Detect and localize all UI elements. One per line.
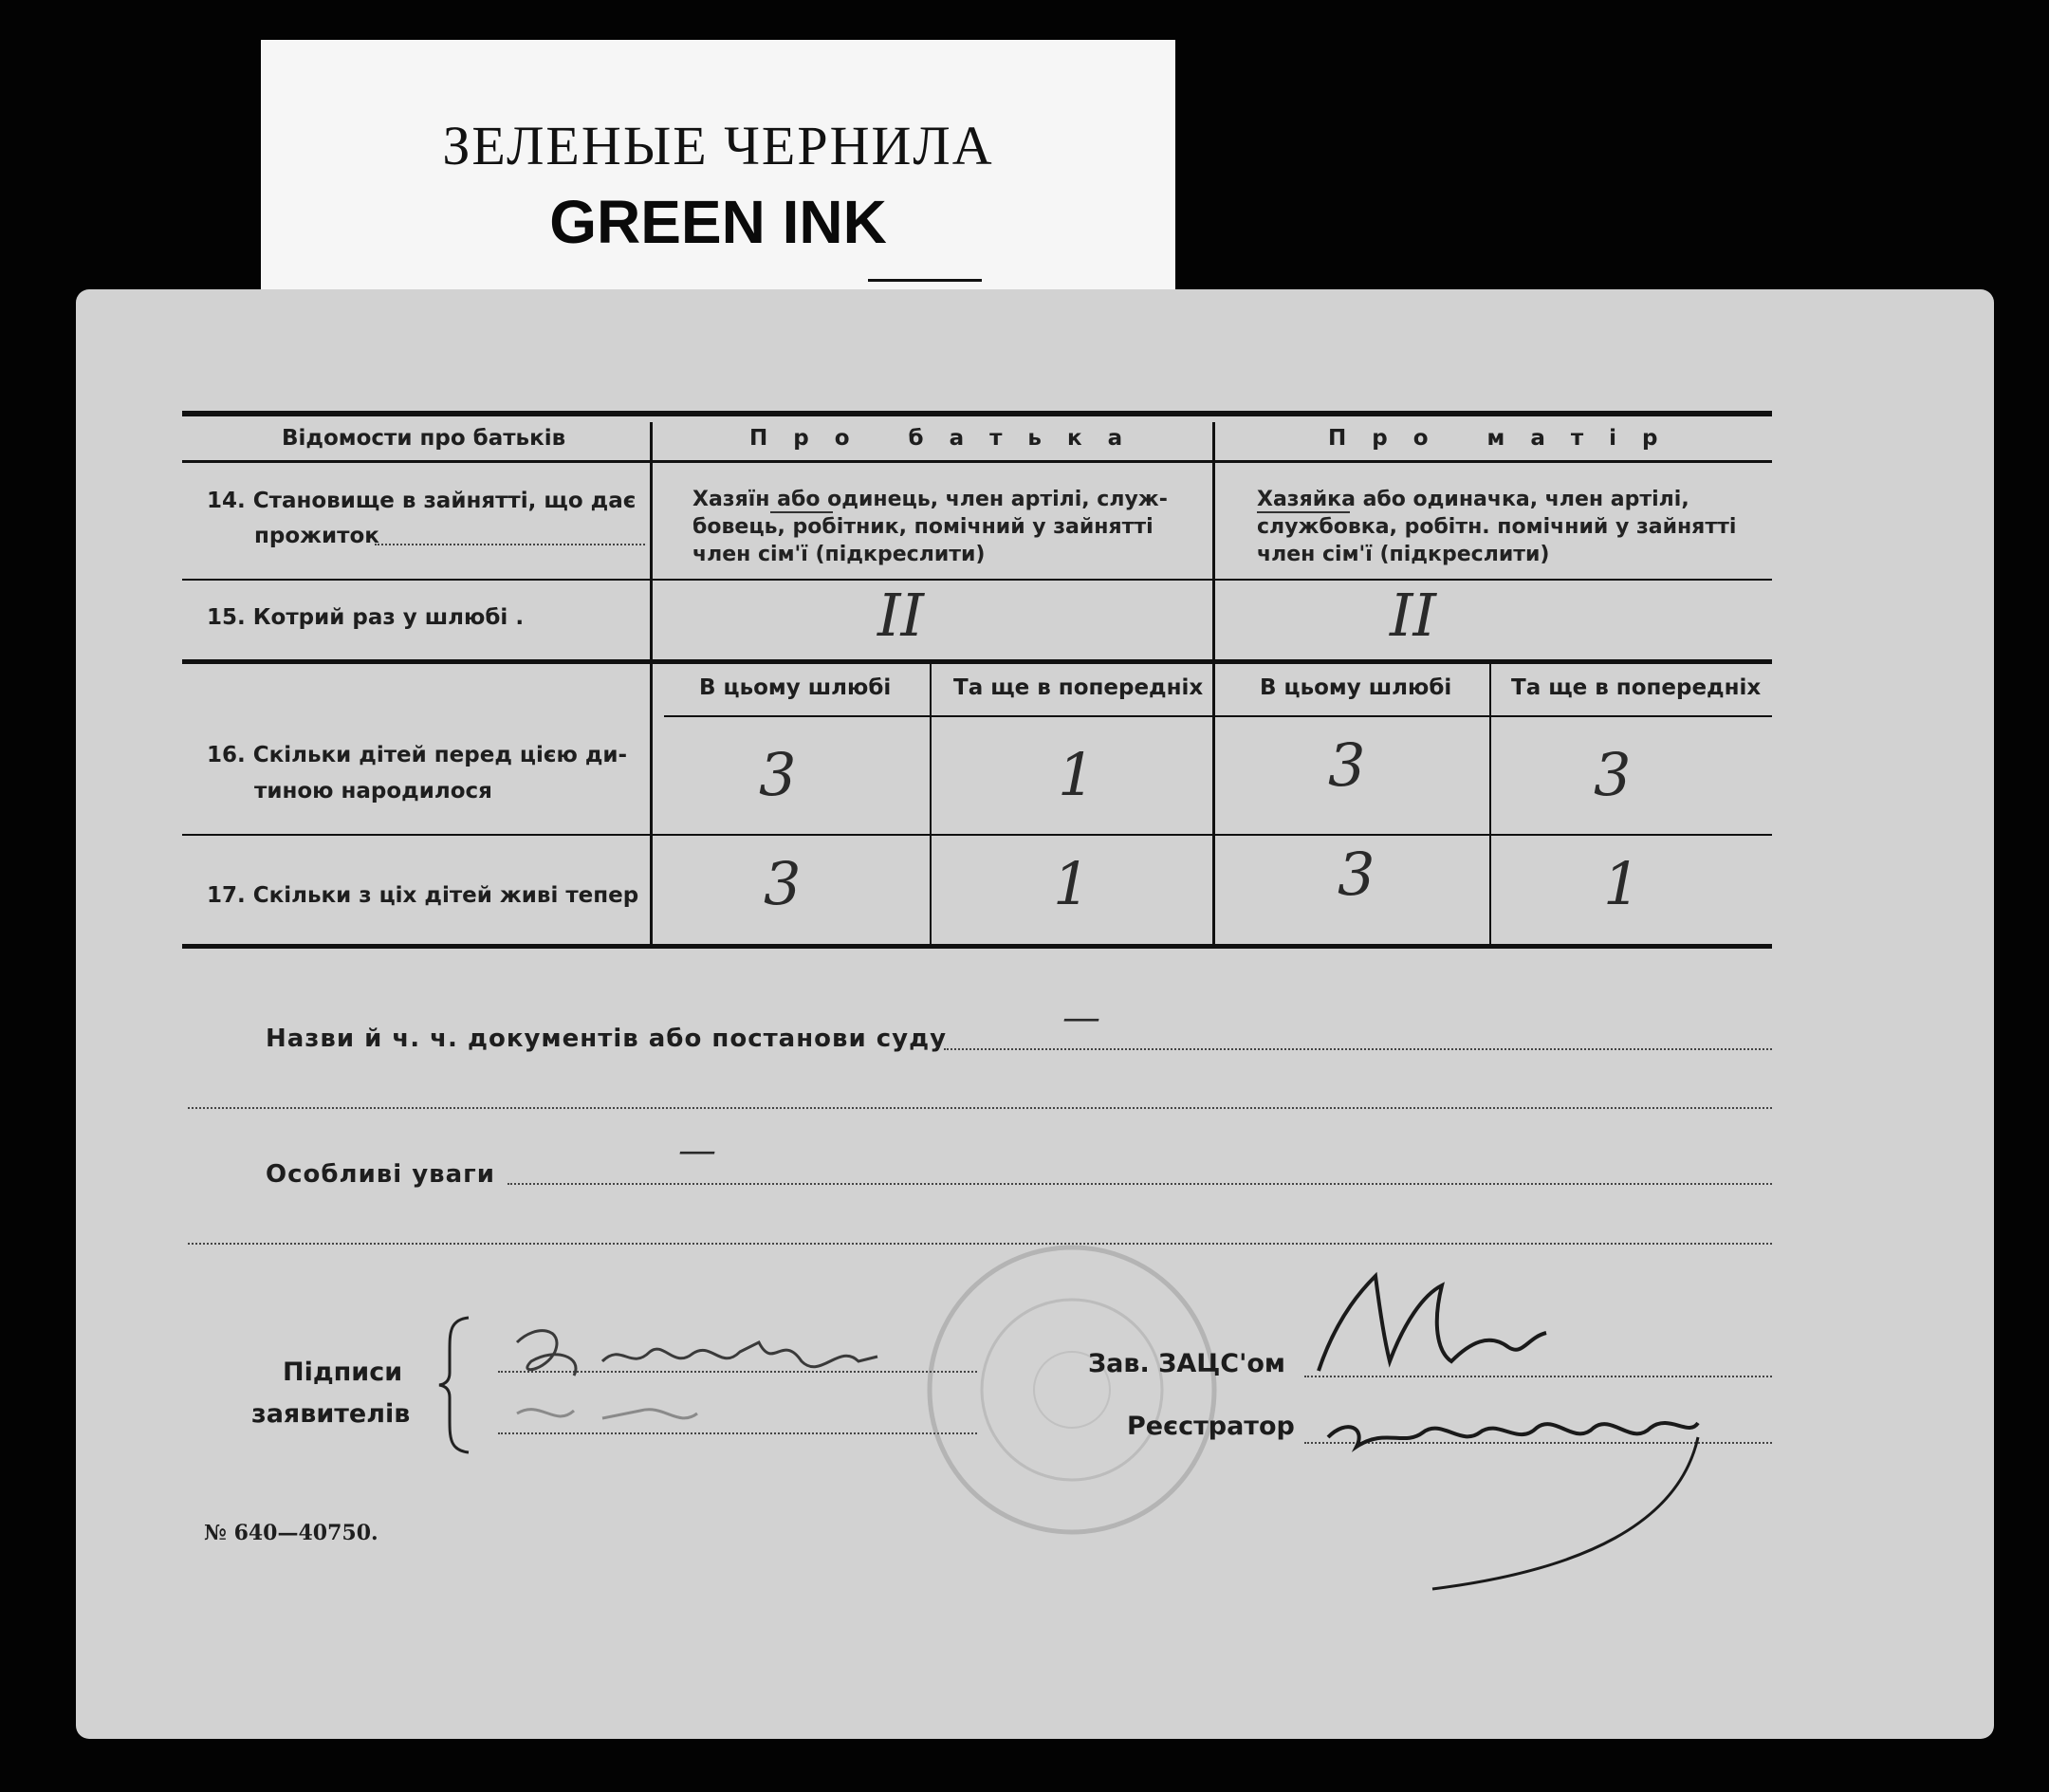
remarks-value: — — [678, 1129, 716, 1173]
row17-label: 17. Скільки з ціх дітей живі тепер — [207, 883, 639, 908]
ink-label-card — [261, 40, 1175, 326]
row14-label-1: 14. Становище в зайнятті, що дає — [207, 489, 637, 513]
rule-14 — [182, 579, 1772, 581]
rule-16 — [182, 834, 1772, 836]
row17-value-1: 3 — [764, 849, 802, 918]
header-mother: Про матір — [1328, 426, 1684, 451]
row16-value-3: 3 — [1328, 730, 1366, 800]
documents-field-line2[interactable] — [188, 1107, 1772, 1109]
row14-mother-underline — [1257, 511, 1350, 513]
row16-value-2: 1 — [1058, 740, 1096, 809]
row17-value-3: 3 — [1338, 840, 1375, 909]
rule-15 — [182, 659, 1772, 664]
row15-label: 15. Котрий раз у шлюбі . — [207, 605, 525, 630]
row14-father-underline — [770, 511, 833, 513]
row16-label-1: 16. Скільки дітей перед цією ди- — [207, 743, 628, 767]
registrar-label: Реєстратор — [1127, 1412, 1295, 1441]
col-divider-mother — [1489, 664, 1491, 946]
head-label: Зав. ЗАЦС'ом — [1088, 1349, 1285, 1378]
table-top-rule — [182, 411, 1772, 416]
row14-leader — [375, 544, 645, 545]
row16-label-2: тиною народилося — [254, 779, 492, 804]
remarks-field[interactable] — [508, 1183, 1772, 1185]
subheader-father-current: В цьому шлюбі — [699, 675, 892, 700]
header-father: Про батька — [749, 426, 1149, 451]
applicants-label-2: заявителів — [251, 1399, 411, 1429]
row17-value-4: 1 — [1603, 849, 1641, 918]
subheader-mother-current: В цьому шлюбі — [1260, 675, 1452, 700]
row14-father-options: Хазяїн або одинець, член артілі, служ- бовець, робітник, помічний у зайнятті член сім'ї (підкреслити) — [692, 488, 1168, 566]
row16-value-4: 3 — [1594, 740, 1632, 809]
row16-value-1: 3 — [759, 740, 797, 809]
form-number: № 640—40750. — [204, 1521, 378, 1545]
row14-label-2: прожиток — [254, 524, 379, 548]
col-divider-1 — [1212, 422, 1215, 946]
header-info: Відомости про батьків — [282, 426, 566, 451]
col-divider-0 — [650, 422, 653, 946]
label-title-en: GREEN INK — [549, 188, 887, 256]
official-signatures — [1300, 1257, 1831, 1617]
col-divider-father — [930, 664, 932, 946]
subheader-father-previous: Та ще в попередніх — [953, 675, 1204, 700]
documents-label: Назви й ч. ч. документів або постанови суду — [266, 1025, 948, 1053]
applicants-label-1: Підписи — [283, 1358, 403, 1387]
documents-value: — — [1062, 996, 1100, 1040]
documents-field[interactable] — [944, 1048, 1772, 1050]
label-title-ru: ЗЕЛЕНЫЕ ЧЕРНИЛА — [442, 115, 994, 176]
row17-value-2: 1 — [1053, 849, 1091, 918]
remarks-label: Особливі уваги — [266, 1160, 495, 1189]
row14-mother-options: Хазяйка або одиначка, член артілі, службовка, робітн. помічний у зайнятті член сім'ї (підкреслити) — [1257, 488, 1737, 566]
brace-icon — [436, 1314, 474, 1456]
rule-subheader — [664, 715, 1772, 717]
row15-mother-value: II — [1390, 581, 1436, 650]
applicant-signature-1 — [498, 1304, 972, 1447]
form-sheet — [76, 289, 1994, 1739]
table-bottom-rule — [182, 944, 1772, 949]
row15-father-value: II — [877, 581, 924, 650]
label-underline — [868, 279, 982, 282]
rule-header — [182, 460, 1772, 463]
subheader-mother-previous: Та ще в попередніх — [1511, 675, 1762, 700]
